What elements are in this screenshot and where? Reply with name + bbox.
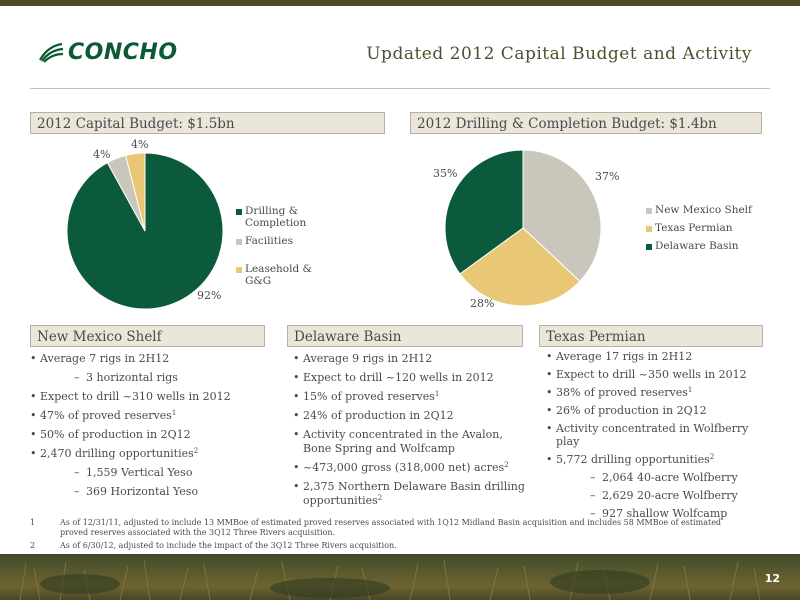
- bullet-text: 24% of production in 2Q12: [303, 409, 454, 422]
- bullet-text: 1,559 Vertical Yeso: [86, 466, 193, 479]
- bullet-text: Expect to drill ~350 wells in 2012: [556, 368, 747, 381]
- bullet-text: 47% of proved reserves: [40, 409, 172, 422]
- bullet-text: 5,772 drilling opportunities: [556, 453, 710, 466]
- pie1-label-drilling: 92%: [197, 289, 222, 302]
- sub-bullet-item: [546, 471, 771, 484]
- pie1-label-leasehold: 4%: [131, 138, 149, 151]
- bullet-item: [546, 350, 771, 363]
- bullet-item: [293, 480, 533, 508]
- company-logo: [38, 38, 178, 66]
- sub-bullet-item: [30, 485, 275, 499]
- bullet-text: Expect to drill ~120 wells in 2012: [303, 371, 494, 384]
- concho-swoosh-icon: [38, 40, 64, 64]
- page-title: Updated 2012 Capital Budget and Activity: [366, 44, 752, 64]
- bullet-item: [546, 368, 771, 381]
- legend-item-delaware: [646, 240, 766, 252]
- pie1-label-facilities: 4%: [93, 148, 111, 161]
- bullet-item: [293, 428, 533, 456]
- bullet-item: [546, 404, 771, 417]
- bullet-text: 2,375 Northern Delaware Basin drilling opportunities: [303, 480, 525, 507]
- bullet-item: [30, 447, 275, 461]
- title-divider: [30, 88, 770, 89]
- bullet-item: [30, 409, 275, 423]
- footnote-number: 1: [30, 518, 36, 527]
- bullet-text: Average 9 rigs in 2H12: [303, 352, 433, 365]
- bullet-item: [293, 352, 533, 366]
- legend-label: Leasehold & G&G: [245, 263, 312, 287]
- bullet-text: Average 7 rigs in 2H12: [40, 352, 170, 365]
- bullet-text: Activity concentrated in the Avalon, Bone Spring and Wolfcamp: [303, 428, 503, 455]
- bullet-text: 2,470 drilling opportunities: [40, 447, 194, 460]
- legend-swatch: [236, 239, 242, 245]
- bullet-item: [30, 428, 275, 442]
- legend-label: Texas Permian: [655, 222, 733, 234]
- top-bar: [0, 0, 800, 6]
- pie1-legend: [236, 205, 336, 293]
- bullet-item: [546, 422, 771, 448]
- bullet-item: [293, 409, 533, 423]
- bullet-item: [293, 371, 533, 385]
- footnote-ref: 2: [504, 461, 509, 469]
- footnote-ref: 2: [377, 494, 383, 502]
- sub-bullet-item: [546, 489, 771, 502]
- capital-budget-header: 2012 Capital Budget: $1.5bn: [30, 112, 385, 134]
- bullet-item: [30, 352, 275, 366]
- bullet-text: 3 horizontal rigs: [86, 371, 178, 384]
- footnote-number: 2: [30, 541, 36, 550]
- footnote-text: As of 6/30/12, adjusted to include the impact of the 3Q12 Three Rivers acquisition.: [60, 541, 397, 550]
- page-number: 12: [764, 572, 780, 585]
- region-header-nm-shelf: New Mexico Shelf: [30, 325, 265, 347]
- region-list-nm-shelf: [30, 352, 275, 504]
- bullet-text: Expect to drill ~310 wells in 2012: [40, 390, 231, 403]
- landscape-banner: [0, 554, 800, 600]
- logo-text: CONCHO: [68, 39, 178, 65]
- sub-bullet-item: [30, 371, 275, 385]
- pie2-label-tx-permian: 28%: [470, 297, 495, 310]
- bullet-text: 927 shallow Wolfcamp: [602, 507, 728, 520]
- footnote-ref: 2: [709, 453, 715, 461]
- footnote-1: [30, 518, 750, 538]
- bullet-text: 26% of production in 2Q12: [556, 404, 707, 417]
- legend-label: Delaware Basin: [655, 240, 739, 252]
- legend-swatch: [236, 209, 242, 215]
- bullet-item: [30, 390, 275, 404]
- bullet-text: 38% of proved reserves: [556, 386, 688, 399]
- legend-label: Drilling & Completion: [245, 205, 307, 229]
- legend-swatch: [236, 267, 242, 273]
- bullet-text: 369 Horizontal Yeso: [86, 485, 199, 498]
- grass-decoration: [0, 554, 800, 600]
- footnote-ref: 2: [193, 447, 199, 455]
- legend-swatch: [646, 244, 652, 250]
- legend-label: New Mexico Shelf: [655, 204, 752, 216]
- bullet-text: 15% of proved reserves: [303, 390, 435, 403]
- bullet-text: ~473,000 gross (318,000 net) acres: [303, 461, 505, 474]
- dc-budget-pie: [440, 145, 610, 315]
- legend-item-drilling: [236, 205, 336, 229]
- footnote-text: As of 12/31/11, adjusted to include 13 MMBoe of estimated proved reserves associated with 1Q12 Midland Basin acquisition and includes 58 MMBoe of estimated proved reserves associated with the 3Q12 Three Rivers acquisition.: [60, 518, 722, 537]
- pie2-label-nm-shelf: 37%: [595, 170, 620, 183]
- bullet-item: [546, 386, 771, 399]
- footnote-ref: 1: [171, 409, 177, 417]
- dc-budget-header: 2012 Drilling & Completion Budget: $1.4bn: [410, 112, 762, 134]
- region-header-tx-permian: Texas Permian: [539, 325, 763, 347]
- bullet-text: 50% of production in 2Q12: [40, 428, 191, 441]
- region-header-delaware: Delaware Basin: [287, 325, 523, 347]
- bullet-item: [546, 453, 771, 466]
- legend-item-facilities: [236, 235, 336, 247]
- bullet-text: Activity concentrated in Wolfberry play: [556, 422, 749, 448]
- bullet-text: 2,064 40-acre Wolfberry: [602, 471, 738, 484]
- footnote-2: [30, 541, 750, 551]
- sub-bullet-item: [30, 466, 275, 480]
- pie2-label-delaware: 35%: [433, 167, 458, 180]
- legend-label: Facilities: [245, 235, 293, 247]
- region-list-tx-permian: [546, 350, 771, 525]
- legend-swatch: [646, 226, 652, 232]
- bullet-text: Average 17 rigs in 2H12: [556, 350, 693, 363]
- legend-swatch: [646, 208, 652, 214]
- bullet-item: [293, 390, 533, 404]
- footnote-ref: 1: [687, 386, 693, 394]
- legend-item-nm-shelf: [646, 204, 766, 216]
- bullet-item: [293, 461, 533, 475]
- legend-item-leasehold: [236, 263, 336, 287]
- footnote-ref: 1: [434, 390, 440, 398]
- region-list-delaware: [293, 352, 533, 513]
- legend-item-tx-permian: [646, 222, 766, 234]
- pie2-legend: [646, 204, 766, 258]
- bullet-text: 2,629 20-acre Wolfberry: [602, 489, 738, 502]
